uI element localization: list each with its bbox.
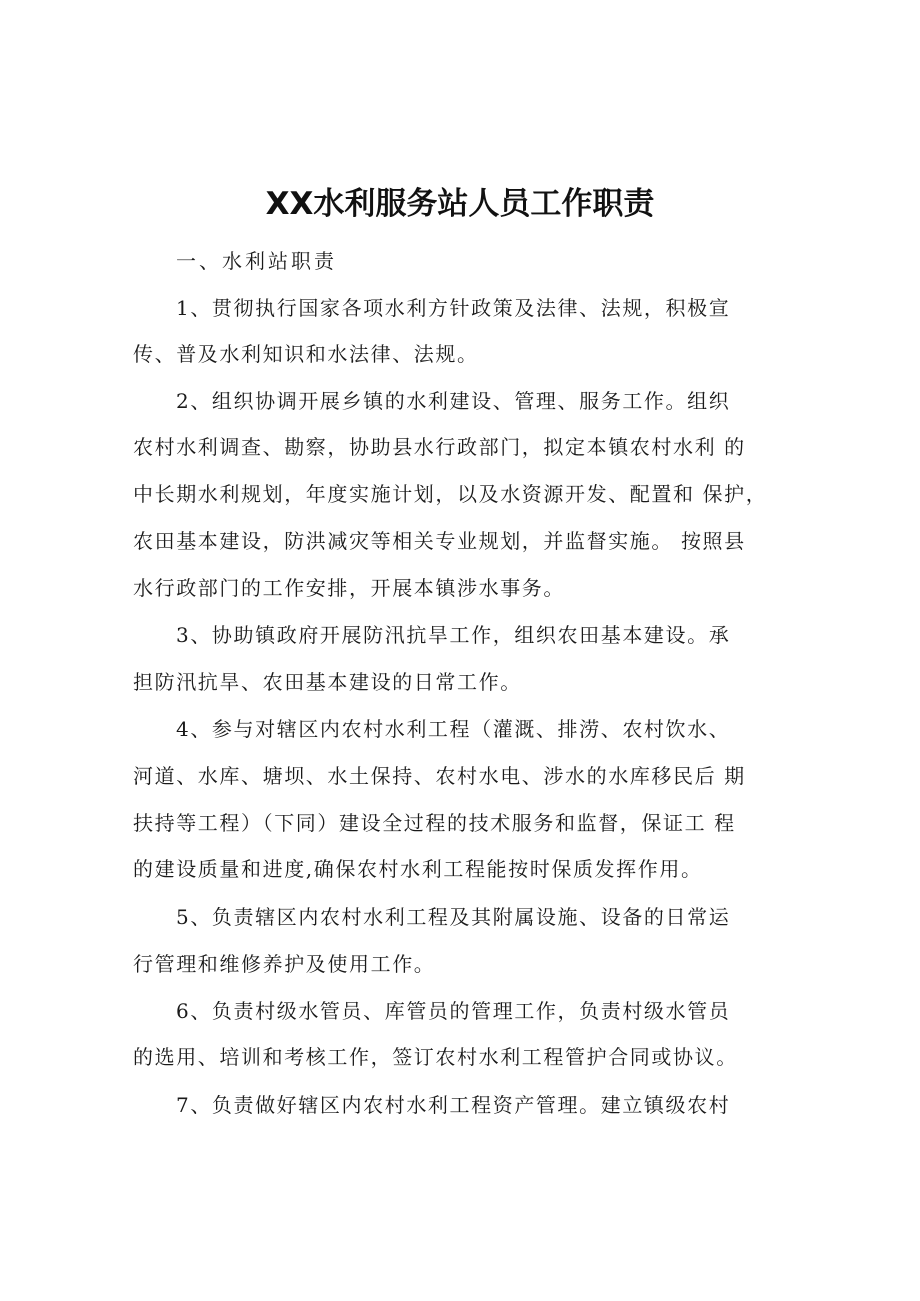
paragraph-line: 的建设质量和进度,确保农村水利工程能按时保质发挥作用。 — [133, 857, 703, 881]
paragraph-line: 农村水利调查、勘察，协助县水行政部门，拟定本镇农村水利 的 — [133, 435, 746, 459]
paragraph-line: 2、组织协调开展乡镇的水利建设、管理、服务工作。组织 — [176, 389, 731, 413]
paragraph-line: 4、参与对辖区内农村水利工程（灌溉、排涝、农村饮水、 — [176, 717, 731, 741]
paragraph-line: 水行政部门的工作安排，开展本镇涉水事务。 — [133, 576, 565, 600]
section-heading: 一、水利站职责 — [176, 249, 337, 273]
paragraph-line: 的选用、培训和考核工作，签订农村水利工程管护合同或协议。 — [133, 1045, 738, 1069]
paragraph-line: 7、负责做好辖区内农村水利工程资产管理。建立镇级农村 — [176, 1093, 731, 1117]
document-title: XX水利服务站人员工作职责 — [265, 186, 655, 222]
paragraph-line: 传、普及水利知识和水法律、法规。 — [133, 342, 479, 366]
paragraph-line: 1、贯彻执行国家各项水利方针政策及法律、法规，积极宣 — [176, 296, 731, 320]
paragraph-line: 担防汛抗旱、农田基本建设的日常工作。 — [133, 670, 522, 694]
paragraph-line: 农田基本建设，防洪减灾等相关专业规划，并监督实施。 按照县 — [133, 529, 746, 553]
paragraph-line: 5、负责辖区内农村水利工程及其附属设施、设备的日常运 — [176, 905, 731, 929]
paragraph-line: 扶持等工程）（下同）建设全过程的技术服务和监督，保证工 程 — [133, 811, 736, 835]
paragraph-line: 河道、水库、塘坝、水土保持、农村水电、涉水的水库移民后 期 — [133, 764, 746, 788]
paragraph-line: 行管理和维修养护及使用工作。 — [133, 952, 436, 976]
paragraph-line: 6、负责村级水管员、库管员的管理工作，负责村级水管员 — [176, 999, 731, 1023]
paragraph-line: 3、协助镇政府开展防汛抗旱工作，组织农田基本建设。承 — [176, 623, 731, 647]
paragraph-line: 中长期水利规划，年度实施计划，以及水资源开发、配置和 保护， — [133, 482, 768, 506]
